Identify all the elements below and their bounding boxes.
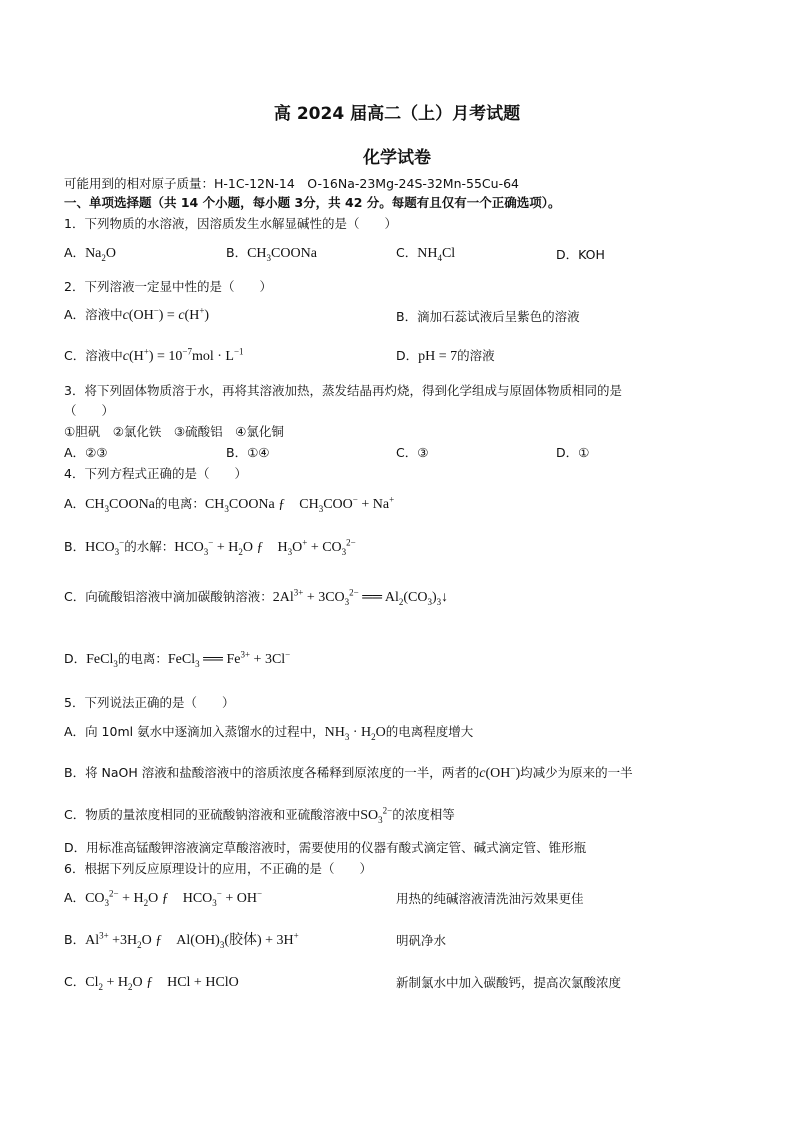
exam-title: 高 2024 届高二（上）月考试题 xyxy=(273,104,521,124)
q5-option-b: B．将 NaOH 溶液和盐酸溶液中的溶质浓度各稀释到原浓度的一半，两者的c(OH−)均减少为原来的一半 xyxy=(64,763,633,781)
q6-application-a: 用热的纯碱溶液清洗油污效果更佳 xyxy=(396,891,584,906)
q3-option-c: C．③ xyxy=(396,445,429,460)
q4-option-b: B．$HCO_3^-$的水解：$HCO_3^- + H_2O$ ƒ $H_3O^+ + CO_3^{2-}$ xyxy=(64,537,356,557)
q4-stem: 4．下列方程式正确的是（ ） xyxy=(64,466,247,481)
q2-option-a: A．溶液中c(OH−) = c(H+) xyxy=(64,305,210,323)
q4-option-a: A．$CH_3COONa$的电离：$CH_3COONa$ ƒ $CH_3COO^- + Na^+$ xyxy=(64,494,395,514)
q4-option-c: C．向硫酸铝溶液中滴加碳酸钠溶液：$2Al^{3+} + 3CO_3^{2-}$ ══ $Al_2(CO_3)_3↓$ xyxy=(64,587,449,607)
q2-option-b: B．滴加石蕊试液后呈紫色的溶液 xyxy=(396,309,580,324)
q2-option-c: C．溶液中$c(H^+) = 10^{-7}mol \cdot L^{-1}$ xyxy=(64,346,244,364)
atomic-masses: 可能用到的相对原子质量：H-1C-12N-14 O-16Na-23Mg-24S-32Mn-55Cu-64 xyxy=(64,176,519,191)
q5-option-d: D．用标准高锰酸钾溶液滴定草酸溶液时，需要使用的仪器有酸式滴定管、碱式滴定管、锥形瓶 xyxy=(64,840,587,855)
q3-option-a: A．②③ xyxy=(64,445,108,460)
q4-option-d: D．FeCl$_3$的电离：FeCl$_3$ ══ $Fe^{3+} + 3Cl^-$ xyxy=(64,649,291,669)
q3-items: ①胆矾 ②氯化铁 ③硫酸铝 ④氯化铜 xyxy=(64,424,284,439)
q3-option-b: B．①④ xyxy=(226,445,270,460)
section-heading: 一、单项选择题（共 14 个小题，每小题 3分，共 42 分。每题有且仅有一个正确选项）。 xyxy=(64,195,561,210)
q1-option-c: C．$NH_4Cl$ xyxy=(396,245,456,263)
q2-stem: 2．下列溶液一定显中性的是（ ） xyxy=(64,279,272,294)
q6-option-a: A．$CO_3^{2-} + H_2O$ ƒ $HCO_3^- + OH^-$ xyxy=(64,888,263,908)
q2-option-d: D．pH = 7的溶液 xyxy=(396,348,495,364)
q1-option-d: D．KOH xyxy=(556,247,605,262)
q3-stem-cont: （ ） xyxy=(64,403,115,418)
q6-application-b: 明矾净水 xyxy=(396,933,447,948)
q5-option-c: C．物质的量浓度相同的亚硫酸钠溶液和亚硫酸溶液中$SO_3^{2-}$的浓度相等 xyxy=(64,805,455,825)
q1-option-a: A．$Na_2O$ xyxy=(64,245,117,263)
q3-stem: 3．将下列固体物质溶于水，再将其溶液加热，蒸发结晶再灼烧，得到化学组成与原固体物质相同的是 xyxy=(64,383,622,398)
q6-option-b: B．$Al^{3+} +3H_2O$ ƒ $Al(OH)_3$(胶体) + 3H+ xyxy=(64,930,299,950)
q1-option-b: B．$CH_3COONa$ xyxy=(226,245,317,263)
q5-option-a: A．向 10ml 氨水中逐滴加入蒸馏水的过程中，$NH_3 \cdot H_2O$的电离程度增大 xyxy=(64,724,474,742)
exam-subtitle: 化学试卷 xyxy=(363,148,431,168)
q6-option-c: C．$Cl_2 + H_2O$ ƒ HCl + HClO xyxy=(64,974,239,992)
q6-application-c: 新制氯水中加入碳酸钙，提高次氯酸浓度 xyxy=(396,975,622,990)
q6-stem: 6．根据下列反应原理设计的应用，不正确的是（ ） xyxy=(64,861,372,876)
q5-stem: 5．下列说法正确的是（ ） xyxy=(64,695,235,710)
q1-stem: 1．下列物质的水溶液，因溶质发生水解显碱性的是（ ） xyxy=(64,216,397,231)
q3-option-d: D．① xyxy=(556,445,590,460)
